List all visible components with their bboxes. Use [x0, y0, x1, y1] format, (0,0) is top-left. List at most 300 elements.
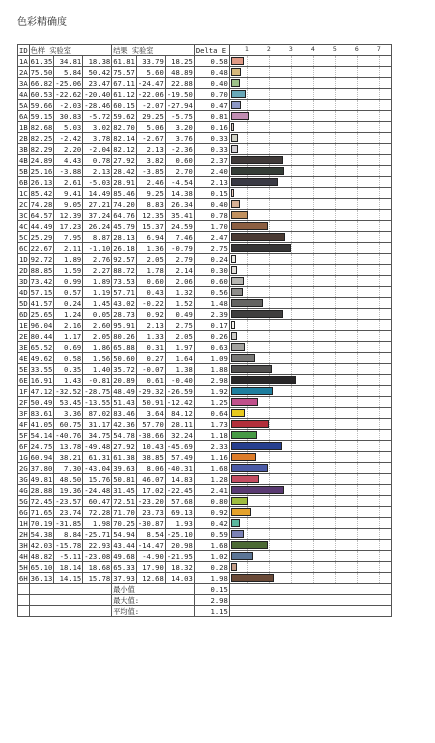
summary-row: [18, 584, 392, 595]
reference-value: 48.82: [30, 551, 53, 561]
table-row: [18, 56, 392, 67]
delta-e-bar-cell: [229, 199, 391, 210]
reference-value: 1.98: [83, 518, 112, 529]
grid-line: [291, 397, 292, 407]
delta-e-bar-cell: [229, 298, 391, 309]
header-row: [18, 45, 392, 56]
reference-value: -20.40: [84, 89, 111, 99]
result-value: 88.72: [113, 265, 135, 275]
table-row: [18, 166, 392, 177]
result-value: 43.44: [113, 540, 135, 550]
grid-line: [291, 254, 292, 264]
grid-line: [335, 265, 336, 275]
result-value: 1.52: [165, 298, 194, 309]
summary-blank: [29, 595, 112, 606]
grid-line: [357, 331, 358, 341]
result-value: 14.38: [165, 188, 194, 199]
patch-id: 5H: [19, 562, 28, 572]
delta-e-value: 0.40: [194, 199, 229, 210]
grid-line: [335, 276, 336, 286]
table-row: [18, 441, 392, 452]
table-row: [18, 551, 392, 562]
reference-value: -31.85: [55, 518, 82, 528]
patch-id: 4H: [19, 551, 28, 561]
summary-blank: [229, 584, 391, 595]
grid-line: [313, 386, 314, 396]
delta-e-bar-cell: [229, 320, 391, 331]
result-value: 29.25: [136, 111, 165, 122]
grid-line: [247, 529, 248, 539]
reference-value: 13.78: [54, 441, 83, 452]
delta-e-bar: [231, 244, 292, 252]
reference-value: 22.93: [83, 540, 112, 551]
patch-id: 2A: [19, 67, 28, 77]
patch-id: 2H: [19, 529, 28, 539]
patch-id: 3A: [19, 78, 28, 88]
result-value: 57.49: [165, 452, 194, 463]
patch-id: 4A: [19, 89, 28, 99]
reference-value: 8.87: [83, 232, 112, 243]
grid-line: [357, 298, 358, 308]
result-value: 48.89: [165, 67, 194, 78]
reference-value: 8.84: [54, 529, 83, 540]
result-value: -0.07: [136, 364, 165, 375]
delta-e-value: 0.81: [194, 111, 229, 122]
reference-value: 18.38: [83, 56, 112, 67]
scale-header: [229, 45, 391, 56]
grid-line: [313, 309, 314, 319]
reference-value: 0.58: [54, 353, 83, 364]
grid-line: [269, 529, 270, 539]
grid-line: [357, 188, 358, 198]
result-value: 7.46: [165, 232, 194, 243]
reference-value: 49.81: [30, 474, 53, 484]
reference-value: 82.25: [30, 133, 53, 143]
reference-value: 48.50: [54, 474, 83, 485]
result-value: -21.95: [166, 551, 193, 561]
grid-line: [291, 430, 292, 440]
color-accuracy-table: [17, 44, 392, 617]
result-value: -3.85: [136, 166, 165, 177]
table-row: [18, 232, 392, 243]
reference-value: 72.45: [30, 496, 53, 506]
grid-line: [357, 452, 358, 462]
reference-value: 1.56: [83, 353, 112, 364]
delta-e-bar: [231, 156, 283, 164]
reference-value: 18.14: [54, 562, 83, 573]
result-value: 80.26: [113, 331, 135, 341]
grid-line: [313, 287, 314, 297]
table-row: [18, 353, 392, 364]
delta-e-bar: [231, 486, 284, 494]
grid-line: [269, 397, 270, 407]
grid-line: [379, 155, 380, 165]
reference-value: 34.81: [54, 56, 83, 67]
grid-line: [291, 540, 292, 550]
patch-id: 1C: [19, 188, 28, 198]
delta-e-value: 0.63: [194, 342, 229, 353]
reference-value: 61.35: [30, 56, 53, 66]
grid-line: [357, 67, 358, 77]
result-value: 3.20: [165, 122, 194, 133]
result-value: 64.76: [113, 210, 135, 220]
table-row: [18, 419, 392, 430]
header-reference: 色样 实验室: [29, 45, 112, 56]
delta-e-bar-cell: [229, 243, 391, 254]
reference-value: 0.57: [54, 287, 83, 298]
delta-e-bar: [231, 277, 244, 285]
reference-value: 50.49: [30, 397, 53, 407]
grid-line: [357, 551, 358, 561]
page-title: 色彩精确度: [17, 17, 67, 28]
reference-value: 0.69: [54, 342, 83, 353]
reference-value: 1.19: [83, 287, 112, 298]
delta-e-bar-cell: [229, 144, 391, 155]
reference-value: 82.29: [30, 144, 53, 154]
grid-line: [291, 122, 292, 132]
delta-e-bar: [231, 310, 284, 318]
grid-line: [313, 265, 314, 275]
grid-line: [269, 463, 270, 473]
result-value: 31.45: [113, 485, 135, 495]
table-row: [18, 452, 392, 463]
grid-line: [313, 342, 314, 352]
grid-line: [357, 232, 358, 242]
grid-line: [269, 56, 270, 66]
scale-tick: 3: [288, 45, 293, 53]
reference-value: 7.30: [54, 463, 83, 474]
grid-line: [247, 320, 248, 330]
table-row: [18, 540, 392, 551]
delta-e-bar-cell: [229, 122, 391, 133]
grid-line: [247, 276, 248, 286]
grid-line: [335, 78, 336, 88]
grid-line: [313, 397, 314, 407]
grid-line: [335, 89, 336, 99]
header-delta-e: Delta E: [194, 45, 229, 56]
result-value: 28.42: [113, 166, 135, 176]
grid-line: [357, 78, 358, 88]
grid-line: [247, 254, 248, 264]
delta-e-value: 0.59: [194, 529, 229, 540]
grid-line: [313, 463, 314, 473]
grid-line: [379, 507, 380, 517]
result-value: -0.40: [165, 375, 194, 386]
grid-line: [335, 298, 336, 308]
delta-e-bar: [231, 475, 259, 483]
delta-e-value: 0.24: [194, 254, 229, 265]
grid-line: [379, 452, 380, 462]
delta-e-bar-cell: [229, 364, 391, 375]
delta-e-bar-cell: [229, 221, 391, 232]
delta-e-bar: [231, 112, 249, 120]
result-value: 32.24: [165, 430, 194, 441]
patch-id: 6E: [19, 375, 28, 385]
result-value: 1.33: [136, 331, 165, 342]
patch-id: 6D: [19, 309, 28, 319]
patch-id: 6G: [19, 507, 28, 517]
grid-line: [357, 463, 358, 473]
grid-line: [379, 496, 380, 506]
table-row: [18, 331, 392, 342]
result-value: 24.59: [165, 221, 194, 232]
patch-id: 5G: [19, 496, 28, 506]
delta-e-value: 0.48: [194, 67, 229, 78]
reference-value: 80.44: [30, 331, 53, 341]
grid-line: [357, 419, 358, 429]
grid-line: [379, 331, 380, 341]
grid-line: [313, 485, 314, 495]
patch-id: 1B: [19, 122, 28, 132]
delta-e-value: 1.16: [194, 452, 229, 463]
summary-label: 最小值: [112, 584, 195, 595]
grid-line: [357, 155, 358, 165]
delta-e-bar: [231, 574, 275, 582]
grid-line: [291, 199, 292, 209]
delta-e-value: 0.64: [194, 408, 229, 419]
grid-line: [357, 441, 358, 451]
grid-line: [247, 562, 248, 572]
delta-e-bar: [231, 189, 234, 197]
table-row: [18, 122, 392, 133]
grid-line: [335, 309, 336, 319]
result-value: -0.79: [165, 243, 194, 254]
table-row: [18, 496, 392, 507]
grid-line: [313, 353, 314, 363]
reference-value: 1.24: [54, 309, 83, 320]
result-value: 0.49: [165, 309, 194, 320]
delta-e-bar-cell: [229, 573, 391, 584]
grid-line: [379, 397, 380, 407]
grid-line: [291, 221, 292, 231]
result-value: -19.50: [166, 89, 193, 99]
result-value: 82.12: [113, 144, 135, 154]
grid-line: [291, 441, 292, 451]
table-row: [18, 320, 392, 331]
reference-value: 1.40: [83, 364, 112, 375]
grid-line: [335, 452, 336, 462]
patch-id: 2E: [19, 331, 28, 341]
grid-line: [379, 551, 380, 561]
grid-line: [335, 210, 336, 220]
reference-value: 54.38: [30, 529, 53, 539]
table-row: [18, 507, 392, 518]
result-value: 65.33: [113, 562, 135, 572]
delta-e-bar: [231, 233, 285, 241]
reference-value: 2.60: [83, 320, 112, 331]
delta-e-value: 0.60: [194, 276, 229, 287]
patch-id: 5A: [19, 100, 28, 110]
grid-line: [335, 551, 336, 561]
grid-line: [335, 386, 336, 396]
patch-id: 1G: [19, 452, 28, 462]
reference-value: 96.04: [30, 320, 53, 330]
summary-blank: [18, 584, 30, 595]
result-value: 27.92: [113, 155, 135, 165]
grid-line: [357, 166, 358, 176]
grid-line: [379, 562, 380, 572]
grid-line: [357, 518, 358, 528]
delta-e-bar: [231, 552, 253, 560]
summary-blank: [18, 606, 30, 617]
grid-line: [291, 265, 292, 275]
result-value: 22.88: [165, 78, 194, 89]
delta-e-bar-cell: [229, 441, 391, 452]
reference-value: 5.03: [54, 122, 83, 133]
reference-value: -43.04: [84, 463, 111, 473]
delta-e-bar-cell: [229, 540, 391, 551]
grid-line: [379, 199, 380, 209]
delta-e-bar-cell: [229, 111, 391, 122]
grid-line: [313, 573, 314, 583]
reference-value: 53.45: [54, 397, 83, 408]
reference-value: 57.15: [30, 287, 53, 297]
grid-line: [357, 540, 358, 550]
grid-line: [313, 518, 314, 528]
delta-e-bar: [231, 101, 241, 109]
grid-line: [269, 320, 270, 330]
result-value: 6.94: [136, 232, 165, 243]
grid-line: [335, 540, 336, 550]
reference-value: 2.16: [54, 320, 83, 331]
table-row: [18, 243, 392, 254]
grid-line: [379, 364, 380, 374]
grid-line: [247, 122, 248, 132]
result-value: 54.94: [113, 529, 135, 539]
delta-e-bar-cell: [229, 386, 391, 397]
result-value: 69.13: [165, 507, 194, 518]
reference-value: 1.86: [83, 342, 112, 353]
grid-line: [357, 122, 358, 132]
delta-e-value: 0.92: [194, 507, 229, 518]
patch-id: 3C: [19, 210, 28, 220]
grid-line: [247, 287, 248, 297]
grid-line: [269, 210, 270, 220]
grid-line: [357, 100, 358, 110]
reference-value: 15.76: [83, 474, 112, 485]
grid-line: [247, 89, 248, 99]
reference-value: 87.02: [83, 408, 112, 419]
grid-line: [357, 507, 358, 517]
grid-line: [291, 276, 292, 286]
reference-value: 37.80: [30, 463, 53, 473]
summary-value: 1.15: [194, 606, 229, 617]
reference-value: 72.28: [83, 507, 112, 518]
grid-line: [313, 144, 314, 154]
scale-tick: 7: [376, 45, 381, 53]
grid-line: [291, 210, 292, 220]
reference-value: 3.02: [83, 122, 112, 133]
grid-line: [335, 133, 336, 143]
result-value: -4.90: [136, 551, 165, 562]
result-value: 57.71: [113, 287, 135, 297]
reference-value: 1.45: [83, 298, 112, 309]
reference-value: 1.59: [54, 265, 83, 276]
grid-line: [335, 496, 336, 506]
reference-value: 17.23: [54, 221, 83, 232]
reference-value: 9.41: [54, 188, 83, 199]
delta-e-bar: [231, 57, 244, 65]
result-value: 5.06: [136, 122, 165, 133]
delta-e-value: 0.40: [194, 78, 229, 89]
reference-value: 14.15: [54, 573, 83, 584]
reference-value: 18.68: [83, 562, 112, 573]
grid-line: [379, 408, 380, 418]
grid-line: [335, 287, 336, 297]
delta-e-bar-cell: [229, 353, 391, 364]
reference-value: -5.72: [83, 111, 112, 122]
reference-value: 60.75: [54, 419, 83, 430]
delta-e-value: 2.13: [194, 177, 229, 188]
delta-e-value: 2.98: [194, 375, 229, 386]
delta-e-bar: [231, 343, 245, 351]
result-value: 28.11: [165, 419, 194, 430]
grid-line: [247, 188, 248, 198]
result-value: 42.36: [113, 419, 135, 429]
reference-value: 26.24: [83, 221, 112, 232]
delta-e-value: 1.18: [194, 430, 229, 441]
delta-e-bar-cell: [229, 518, 391, 529]
result-value: 2.06: [165, 276, 194, 287]
reference-value: -49.48: [84, 441, 111, 451]
grid-line: [335, 122, 336, 132]
result-value: 45.79: [113, 221, 135, 231]
grid-line: [247, 408, 248, 418]
delta-e-bar-cell: [229, 474, 391, 485]
grid-line: [379, 122, 380, 132]
grid-line: [379, 100, 380, 110]
grid-line: [357, 386, 358, 396]
grid-line: [247, 56, 248, 66]
result-value: 12.35: [136, 210, 165, 221]
patch-id: 3D: [19, 276, 28, 286]
grid-line: [313, 320, 314, 330]
delta-e-value: 0.58: [194, 56, 229, 67]
grid-line: [335, 243, 336, 253]
result-value: -5.75: [165, 111, 194, 122]
table-row: [18, 254, 392, 265]
reference-value: 50.42: [83, 67, 112, 78]
reference-value: 59.66: [30, 100, 53, 110]
grid-line: [335, 144, 336, 154]
grid-line: [269, 551, 270, 561]
grid-line: [291, 386, 292, 396]
grid-line: [379, 463, 380, 473]
delta-e-bar: [231, 409, 245, 417]
grid-line: [291, 298, 292, 308]
result-value: 75.57: [113, 67, 135, 77]
table-row: [18, 364, 392, 375]
result-value: 2.05: [165, 331, 194, 342]
grid-line: [291, 89, 292, 99]
result-value: 5.60: [136, 67, 165, 78]
delta-e-bar-cell: [229, 67, 391, 78]
patch-id: 2C: [19, 199, 28, 209]
reference-value: -24.48: [84, 485, 111, 495]
reference-value: -28.75: [84, 386, 111, 396]
grid-line: [291, 463, 292, 473]
delta-e-value: 1.73: [194, 419, 229, 430]
grid-line: [379, 243, 380, 253]
reference-value: -2.03: [54, 100, 83, 111]
result-value: 20.98: [165, 540, 194, 551]
reference-value: 83.61: [30, 408, 53, 418]
grid-line: [357, 375, 358, 385]
table-row: [18, 111, 392, 122]
delta-e-value: 2.33: [194, 441, 229, 452]
reference-value: 66.82: [30, 78, 53, 88]
grid-line: [357, 408, 358, 418]
